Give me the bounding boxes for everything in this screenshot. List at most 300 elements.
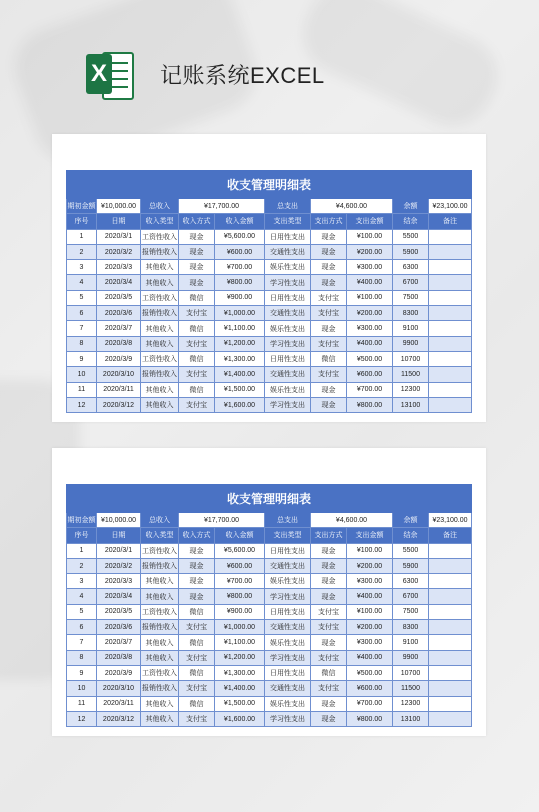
table-cell: ¥5,600.00 bbox=[215, 543, 265, 558]
table-cell: 现金 bbox=[179, 558, 215, 573]
table-cell: 日用性支出 bbox=[265, 351, 311, 366]
table-row bbox=[67, 382, 472, 397]
table-cell bbox=[429, 321, 472, 336]
table-cell: 7500 bbox=[393, 604, 429, 619]
table-cell: 工资性收入 bbox=[141, 229, 179, 244]
table-cell: 现金 bbox=[311, 397, 347, 412]
table-cell: 微信 bbox=[179, 604, 215, 619]
table-cell: 日用性支出 bbox=[265, 665, 311, 680]
table-cell: ¥1,600.00 bbox=[215, 397, 265, 412]
table-cell: 11500 bbox=[393, 681, 429, 696]
table-row bbox=[67, 650, 472, 665]
sheet-preview-2 bbox=[52, 448, 486, 736]
table-cell: 2020/3/3 bbox=[97, 574, 141, 589]
column-header: 支出类型 bbox=[265, 528, 311, 543]
table-cell: ¥300.00 bbox=[347, 260, 393, 275]
table-cell: 支付宝 bbox=[179, 711, 215, 726]
table-cell: ¥200.00 bbox=[347, 244, 393, 259]
table-cell: 6 bbox=[67, 620, 97, 635]
table-cell bbox=[429, 290, 472, 305]
table-cell: 2 bbox=[67, 244, 97, 259]
table-cell: ¥400.00 bbox=[347, 275, 393, 290]
column-header: 收入方式 bbox=[179, 214, 215, 229]
table-cell: ¥600.00 bbox=[347, 681, 393, 696]
table-cell: ¥600.00 bbox=[347, 367, 393, 382]
table-row bbox=[67, 367, 472, 382]
table-cell bbox=[429, 711, 472, 726]
table-cell: 支付宝 bbox=[311, 336, 347, 351]
income-label: 总收入 bbox=[141, 199, 179, 214]
table-cell: 现金 bbox=[311, 275, 347, 290]
excel-icon bbox=[86, 48, 132, 100]
table-cell: 10 bbox=[67, 681, 97, 696]
table-cell: 微信 bbox=[311, 665, 347, 680]
table-cell: ¥1,500.00 bbox=[215, 696, 265, 711]
table-cell: 11500 bbox=[393, 367, 429, 382]
table-cell: ¥1,200.00 bbox=[215, 650, 265, 665]
table-cell bbox=[429, 620, 472, 635]
opening-label: 期初金额 bbox=[67, 199, 97, 214]
table-cell: 1 bbox=[67, 543, 97, 558]
column-header: 支出金额 bbox=[347, 528, 393, 543]
table-cell: ¥300.00 bbox=[347, 635, 393, 650]
table-cell: 11 bbox=[67, 382, 97, 397]
table-row bbox=[67, 351, 472, 366]
table-cell: ¥800.00 bbox=[347, 711, 393, 726]
table-cell: 6 bbox=[67, 306, 97, 321]
table-cell: 现金 bbox=[311, 711, 347, 726]
table-cell: 娱乐性支出 bbox=[265, 635, 311, 650]
column-header: 备注 bbox=[429, 528, 472, 543]
table-cell: 交通性支出 bbox=[265, 306, 311, 321]
table-cell: 报销性收入 bbox=[141, 367, 179, 382]
table-cell: 2020/3/8 bbox=[97, 336, 141, 351]
table-cell: 其他收入 bbox=[141, 260, 179, 275]
table-cell: ¥1,100.00 bbox=[215, 635, 265, 650]
table-cell: ¥1,600.00 bbox=[215, 711, 265, 726]
table-cell: 5900 bbox=[393, 244, 429, 259]
table-cell: 7 bbox=[67, 635, 97, 650]
table-cell: 8300 bbox=[393, 620, 429, 635]
table-cell: ¥800.00 bbox=[215, 275, 265, 290]
table-cell: 9900 bbox=[393, 650, 429, 665]
table-cell: 学习性支出 bbox=[265, 711, 311, 726]
table-cell: 支付宝 bbox=[179, 650, 215, 665]
table-cell: 微信 bbox=[179, 635, 215, 650]
table-cell: ¥200.00 bbox=[347, 306, 393, 321]
table-cell: 支付宝 bbox=[179, 367, 215, 382]
table-cell: 报销性收入 bbox=[141, 681, 179, 696]
table-cell bbox=[429, 604, 472, 619]
table-cell: 11 bbox=[67, 696, 97, 711]
table-cell bbox=[429, 696, 472, 711]
table-cell: 现金 bbox=[311, 543, 347, 558]
table-cell: 现金 bbox=[311, 589, 347, 604]
table-cell: 交通性支出 bbox=[265, 244, 311, 259]
table-cell: 娱乐性支出 bbox=[265, 382, 311, 397]
table-cell: 现金 bbox=[311, 696, 347, 711]
page-header bbox=[86, 48, 325, 100]
page-title: 记账系统EXCEL bbox=[160, 62, 325, 88]
table-cell: 微信 bbox=[179, 665, 215, 680]
table-cell: ¥600.00 bbox=[215, 558, 265, 573]
table-row bbox=[67, 397, 472, 412]
column-header: 备注 bbox=[429, 214, 472, 229]
table-cell: 2020/3/5 bbox=[97, 604, 141, 619]
table-row bbox=[67, 635, 472, 650]
table-cell: ¥300.00 bbox=[347, 321, 393, 336]
column-header: 日期 bbox=[97, 528, 141, 543]
table-cell: 9900 bbox=[393, 336, 429, 351]
table-cell: 现金 bbox=[311, 244, 347, 259]
table-cell: 6700 bbox=[393, 275, 429, 290]
table-row bbox=[67, 604, 472, 619]
table-row bbox=[67, 681, 472, 696]
table-cell: 2020/3/8 bbox=[97, 650, 141, 665]
table-cell: 2020/3/11 bbox=[97, 696, 141, 711]
income-label: 总收入 bbox=[141, 513, 179, 528]
table-cell: 2020/3/7 bbox=[97, 635, 141, 650]
table-row bbox=[67, 260, 472, 275]
table-cell: 支付宝 bbox=[179, 620, 215, 635]
table-row bbox=[67, 558, 472, 573]
table-cell: 现金 bbox=[179, 275, 215, 290]
table-cell: ¥700.00 bbox=[347, 382, 393, 397]
table-cell: 2020/3/9 bbox=[97, 665, 141, 680]
table-cell: 支付宝 bbox=[311, 604, 347, 619]
table-cell: 8 bbox=[67, 650, 97, 665]
table-cell: 交通性支出 bbox=[265, 367, 311, 382]
table-cell: 其他收入 bbox=[141, 635, 179, 650]
column-header: 支出金额 bbox=[347, 214, 393, 229]
table-cell: 支付宝 bbox=[179, 397, 215, 412]
table-cell bbox=[429, 397, 472, 412]
table-cell: 日用性支出 bbox=[265, 290, 311, 305]
column-header: 序号 bbox=[67, 528, 97, 543]
table-cell: 12300 bbox=[393, 696, 429, 711]
table-cell: 12300 bbox=[393, 382, 429, 397]
table-cell: ¥200.00 bbox=[347, 558, 393, 573]
table-cell: ¥100.00 bbox=[347, 543, 393, 558]
table-cell: ¥700.00 bbox=[347, 696, 393, 711]
table-cell: 3 bbox=[67, 260, 97, 275]
table-cell: ¥1,000.00 bbox=[215, 306, 265, 321]
table-cell: 其他收入 bbox=[141, 696, 179, 711]
balance-label: 余额 bbox=[393, 513, 429, 528]
table-cell: 13100 bbox=[393, 711, 429, 726]
table-cell: 2020/3/9 bbox=[97, 351, 141, 366]
table-cell: 微信 bbox=[179, 321, 215, 336]
table-cell: 9100 bbox=[393, 321, 429, 336]
table-row bbox=[67, 244, 472, 259]
table-cell: 现金 bbox=[311, 260, 347, 275]
table-cell: 其他收入 bbox=[141, 321, 179, 336]
table-cell: 其他收入 bbox=[141, 574, 179, 589]
table-cell: 2020/3/11 bbox=[97, 382, 141, 397]
table-cell bbox=[429, 382, 472, 397]
table-cell bbox=[429, 558, 472, 573]
table-cell: 2020/3/1 bbox=[97, 229, 141, 244]
table-cell: 工资性收入 bbox=[141, 665, 179, 680]
column-header: 结余 bbox=[393, 214, 429, 229]
table-cell: 报销性收入 bbox=[141, 244, 179, 259]
table-cell: ¥1,300.00 bbox=[215, 351, 265, 366]
table-cell: 报销性收入 bbox=[141, 306, 179, 321]
table-cell bbox=[429, 367, 472, 382]
table-cell: 报销性收入 bbox=[141, 558, 179, 573]
expense-value: ¥4,600.00 bbox=[311, 199, 393, 214]
table-cell: 现金 bbox=[311, 382, 347, 397]
ledger-table bbox=[66, 484, 472, 727]
table-cell: 娱乐性支出 bbox=[265, 574, 311, 589]
table-cell: 10700 bbox=[393, 351, 429, 366]
table-cell: ¥300.00 bbox=[347, 574, 393, 589]
table-cell: 3 bbox=[67, 574, 97, 589]
table-cell: 微信 bbox=[179, 290, 215, 305]
table-cell: 支付宝 bbox=[311, 681, 347, 696]
table-cell: 交通性支出 bbox=[265, 681, 311, 696]
table-cell: 10 bbox=[67, 367, 97, 382]
column-header: 收入金额 bbox=[215, 214, 265, 229]
table-cell: ¥1,000.00 bbox=[215, 620, 265, 635]
table-cell: 现金 bbox=[179, 543, 215, 558]
column-header: 收入金额 bbox=[215, 528, 265, 543]
opening-value: ¥10,000.00 bbox=[97, 513, 141, 528]
opening-label: 期初金额 bbox=[67, 513, 97, 528]
table-cell: 2020/3/5 bbox=[97, 290, 141, 305]
table-cell: 8 bbox=[67, 336, 97, 351]
table-cell bbox=[429, 244, 472, 259]
table-cell: 2020/3/2 bbox=[97, 558, 141, 573]
table-cell: ¥400.00 bbox=[347, 336, 393, 351]
table-cell: 支付宝 bbox=[179, 336, 215, 351]
table-cell: 学习性支出 bbox=[265, 397, 311, 412]
table-cell: 工资性收入 bbox=[141, 604, 179, 619]
table-cell: ¥800.00 bbox=[347, 397, 393, 412]
sheet-title: 收支管理明细表 bbox=[67, 171, 472, 199]
table-row bbox=[67, 229, 472, 244]
table-cell: 其他收入 bbox=[141, 382, 179, 397]
ledger-table bbox=[66, 170, 472, 413]
table-cell bbox=[429, 650, 472, 665]
table-cell: 1 bbox=[67, 229, 97, 244]
table-cell: ¥1,500.00 bbox=[215, 382, 265, 397]
column-header: 支出方式 bbox=[311, 214, 347, 229]
table-cell: 12 bbox=[67, 711, 97, 726]
balance-value: ¥23,100.00 bbox=[429, 513, 472, 528]
table-cell: ¥1,200.00 bbox=[215, 336, 265, 351]
column-header: 收入类型 bbox=[141, 528, 179, 543]
column-header: 收入类型 bbox=[141, 214, 179, 229]
table-cell: 5 bbox=[67, 604, 97, 619]
table-cell: 支付宝 bbox=[179, 681, 215, 696]
balance-value: ¥23,100.00 bbox=[429, 199, 472, 214]
column-header: 支出类型 bbox=[265, 214, 311, 229]
table-row bbox=[67, 620, 472, 635]
table-cell: 其他收入 bbox=[141, 589, 179, 604]
table-row bbox=[67, 589, 472, 604]
table-cell: 4 bbox=[67, 589, 97, 604]
table-cell: 现金 bbox=[179, 589, 215, 604]
table-cell bbox=[429, 275, 472, 290]
table-cell: 支付宝 bbox=[311, 367, 347, 382]
table-cell: 2020/3/12 bbox=[97, 397, 141, 412]
table-cell: 2020/3/7 bbox=[97, 321, 141, 336]
table-cell bbox=[429, 635, 472, 650]
column-header: 日期 bbox=[97, 214, 141, 229]
table-cell: 8300 bbox=[393, 306, 429, 321]
table-cell: 6300 bbox=[393, 574, 429, 589]
table-cell: 5500 bbox=[393, 229, 429, 244]
table-cell: ¥400.00 bbox=[347, 650, 393, 665]
table-cell: 支付宝 bbox=[311, 306, 347, 321]
table-cell: 现金 bbox=[179, 260, 215, 275]
table-cell: 13100 bbox=[393, 397, 429, 412]
column-header: 收入方式 bbox=[179, 528, 215, 543]
table-row bbox=[67, 696, 472, 711]
table-cell: 现金 bbox=[311, 229, 347, 244]
income-value: ¥17,700.00 bbox=[179, 513, 265, 528]
table-cell: 交通性支出 bbox=[265, 558, 311, 573]
table-cell: 6300 bbox=[393, 260, 429, 275]
table-cell: 其他收入 bbox=[141, 336, 179, 351]
table-row bbox=[67, 321, 472, 336]
table-cell bbox=[429, 351, 472, 366]
table-cell: 现金 bbox=[179, 574, 215, 589]
expense-label: 总支出 bbox=[265, 199, 311, 214]
table-cell bbox=[429, 574, 472, 589]
balance-label: 余额 bbox=[393, 199, 429, 214]
table-cell: ¥1,400.00 bbox=[215, 367, 265, 382]
table-row bbox=[67, 665, 472, 680]
table-cell bbox=[429, 681, 472, 696]
table-cell: 现金 bbox=[311, 635, 347, 650]
table-cell: ¥1,100.00 bbox=[215, 321, 265, 336]
table-cell: 9 bbox=[67, 351, 97, 366]
table-cell: 学习性支出 bbox=[265, 336, 311, 351]
excel-badge: X bbox=[86, 54, 112, 94]
table-cell: ¥800.00 bbox=[215, 589, 265, 604]
table-cell: 支付宝 bbox=[179, 306, 215, 321]
table-cell: 2020/3/6 bbox=[97, 620, 141, 635]
table-cell: 7500 bbox=[393, 290, 429, 305]
table-cell: 工资性收入 bbox=[141, 543, 179, 558]
table-cell: 5 bbox=[67, 290, 97, 305]
table-cell: 日用性支出 bbox=[265, 543, 311, 558]
table-cell: ¥900.00 bbox=[215, 290, 265, 305]
table-cell: 7 bbox=[67, 321, 97, 336]
table-row bbox=[67, 543, 472, 558]
table-cell: 娱乐性支出 bbox=[265, 696, 311, 711]
table-cell: 工资性收入 bbox=[141, 290, 179, 305]
table-cell: 其他收入 bbox=[141, 711, 179, 726]
table-row bbox=[67, 574, 472, 589]
table-cell: 2020/3/12 bbox=[97, 711, 141, 726]
table-cell: 支付宝 bbox=[311, 290, 347, 305]
table-cell: ¥1,400.00 bbox=[215, 681, 265, 696]
table-cell: 微信 bbox=[311, 351, 347, 366]
table-row bbox=[67, 290, 472, 305]
table-cell: 支付宝 bbox=[311, 620, 347, 635]
table-cell: 其他收入 bbox=[141, 275, 179, 290]
table-cell bbox=[429, 229, 472, 244]
table-cell bbox=[429, 589, 472, 604]
table-cell bbox=[429, 665, 472, 680]
table-cell: 现金 bbox=[311, 574, 347, 589]
table-cell: 其他收入 bbox=[141, 650, 179, 665]
table-cell: 4 bbox=[67, 275, 97, 290]
table-cell: 2020/3/4 bbox=[97, 589, 141, 604]
sheet-preview-1 bbox=[52, 134, 486, 422]
income-value: ¥17,700.00 bbox=[179, 199, 265, 214]
table-cell: ¥700.00 bbox=[215, 574, 265, 589]
table-cell: 娱乐性支出 bbox=[265, 321, 311, 336]
table-cell: 2020/3/10 bbox=[97, 367, 141, 382]
table-row bbox=[67, 306, 472, 321]
table-cell: 学习性支出 bbox=[265, 589, 311, 604]
table-cell: 报销性收入 bbox=[141, 620, 179, 635]
table-cell: 2020/3/6 bbox=[97, 306, 141, 321]
table-row bbox=[67, 336, 472, 351]
table-cell: ¥400.00 bbox=[347, 589, 393, 604]
table-cell: 2020/3/4 bbox=[97, 275, 141, 290]
table-cell: 现金 bbox=[179, 229, 215, 244]
column-header: 结余 bbox=[393, 528, 429, 543]
table-cell: ¥200.00 bbox=[347, 620, 393, 635]
table-cell: ¥700.00 bbox=[215, 260, 265, 275]
table-cell: 2020/3/1 bbox=[97, 543, 141, 558]
table-cell: 12 bbox=[67, 397, 97, 412]
table-cell: 2020/3/2 bbox=[97, 244, 141, 259]
table-cell: 9 bbox=[67, 665, 97, 680]
table-cell: 微信 bbox=[179, 696, 215, 711]
table-cell: ¥900.00 bbox=[215, 604, 265, 619]
expense-label: 总支出 bbox=[265, 513, 311, 528]
table-cell: 日用性支出 bbox=[265, 229, 311, 244]
table-cell bbox=[429, 336, 472, 351]
table-cell: 现金 bbox=[311, 321, 347, 336]
column-header: 序号 bbox=[67, 214, 97, 229]
table-cell: ¥500.00 bbox=[347, 351, 393, 366]
column-header: 支出方式 bbox=[311, 528, 347, 543]
table-cell: ¥5,600.00 bbox=[215, 229, 265, 244]
table-cell: 娱乐性支出 bbox=[265, 260, 311, 275]
table-cell: 日用性支出 bbox=[265, 604, 311, 619]
table-cell: 支付宝 bbox=[311, 650, 347, 665]
table-cell: 现金 bbox=[311, 558, 347, 573]
table-cell: 6700 bbox=[393, 589, 429, 604]
table-cell: 10700 bbox=[393, 665, 429, 680]
table-cell: 5500 bbox=[393, 543, 429, 558]
table-cell: ¥100.00 bbox=[347, 229, 393, 244]
table-cell: 微信 bbox=[179, 351, 215, 366]
table-cell: ¥100.00 bbox=[347, 604, 393, 619]
table-cell: ¥100.00 bbox=[347, 290, 393, 305]
opening-value: ¥10,000.00 bbox=[97, 199, 141, 214]
table-cell: 5900 bbox=[393, 558, 429, 573]
table-cell: ¥600.00 bbox=[215, 244, 265, 259]
table-cell: 9100 bbox=[393, 635, 429, 650]
table-cell: 学习性支出 bbox=[265, 650, 311, 665]
table-cell: ¥500.00 bbox=[347, 665, 393, 680]
table-cell: 学习性支出 bbox=[265, 275, 311, 290]
table-cell bbox=[429, 306, 472, 321]
table-cell: 工资性收入 bbox=[141, 351, 179, 366]
table-cell bbox=[429, 543, 472, 558]
table-cell bbox=[429, 260, 472, 275]
table-cell: 交通性支出 bbox=[265, 620, 311, 635]
table-cell: 2020/3/3 bbox=[97, 260, 141, 275]
